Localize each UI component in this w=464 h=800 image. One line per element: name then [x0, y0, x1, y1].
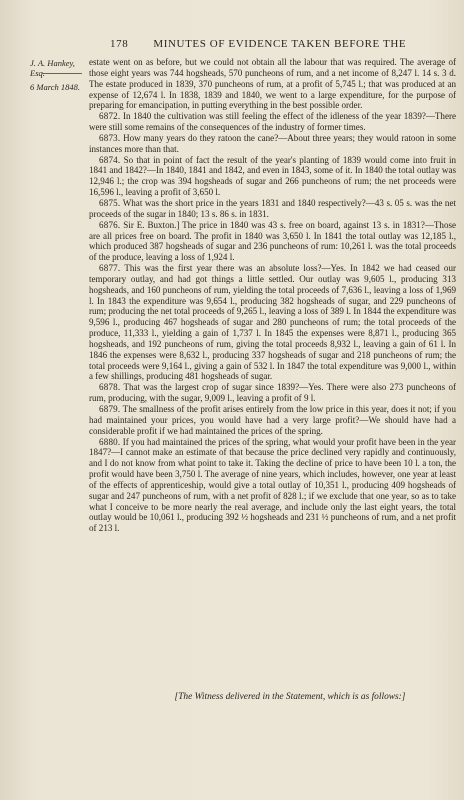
question-paragraph: [89, 220, 456, 263]
question-paragraph: [89, 133, 456, 155]
paragraph-text: So that in point of fact the result of the year's planting of 1839 would come into fruit in 1841 and 1842?—In 1840, 1841 and 1842, and even in 1843, some of it. In 1840 the total outlay was 12,946 l.; the crop was 394 hogsheads of sugar and 266 puncheons of rum; the net proceeds were 16,596 l., leaving a profit of 3,650 l.: [89, 154, 456, 198]
question-paragraph: [89, 198, 456, 220]
question-number: 6880.: [99, 436, 121, 447]
paragraph-text: If you had maintained the prices of the spring, what would your profit have been in the year 1847?—I cannot make an estimate of that because the price declined very rapidly and continuously, and I do not know from what point to take it. Taking the decline of price to have been 10 l. a ton, the profit would have been 3,750 l. The average of nine years, which includes, however, one year at least of the effects of apprenticeship, would give a total outlay of 10,351 l., producing 409 hogsheads of sugar and 247 puncheons of rum, with a net profit of 828 l.; if we exclude that one year, so as to take what I conceive to be more nearly the real average, and include only the last eight years, the total outlay would be 10,061 l., producing 392 ½ hogsheads and 231 ½ puncheons of rum, and a net profit of 213 l.: [89, 436, 457, 534]
question-paragraph: [89, 155, 456, 198]
paragraph-text: The smallness of the profit arises entirely from the low price in this year, does it not; if you had maintained your prices, you would have had a very large profit?—We should have had a considerable profit if we had maintained the prices of the spring.: [89, 404, 456, 436]
paragraph-text: That was the largest crop of sugar since 1839?—Yes. There were also 273 puncheons of rum, producing, with the sugar, 9,009 l., leaving a profit of 9 l.: [89, 382, 456, 404]
question-paragraph: [89, 111, 456, 133]
paragraph-text: Sir E. Buxton.] The price in 1840 was 43 s. free on board, against 13 s. in 1831?—Those are all prices free on board. The profit in 1840 was 3,650 l. In 1841 the total outlay was 12,185 l., which produced 387 hogsheads of sugar and 236 puncheons of rum: 10,261 l. was the total proceeds of the produce, leaving a loss of 1,924 l.: [89, 219, 456, 263]
testimony-date: 6 March 1848.: [30, 82, 80, 92]
testimony-body: [89, 57, 456, 534]
page-number: 178: [110, 38, 129, 50]
question-paragraph: [89, 404, 456, 437]
question-number: 6874.: [99, 154, 121, 165]
question-number: 6879.: [99, 404, 121, 414]
margin-divider: [42, 73, 82, 74]
question-number: 6878.: [99, 382, 121, 393]
question-number: 6873.: [99, 132, 121, 143]
question-number: 6872.: [99, 111, 121, 122]
page-title: MINUTES OF EVIDENCE TAKEN BEFORE THE: [153, 38, 407, 50]
paragraph-text: This was the first year there was an absolute loss?—Yes. In 1842 we had ceased our temporary outlay, and had got things a little settled. Our outlay was 9,605 l., producing 313 hogsheads, and 160 puncheons of rum, yielding the total proceeds of 7,636 l., leaving a loss of 1,969 l. In 1843 the expenditure was 9,654 l., producing 382 hogsheads of sugar, and 229 puncheons of rum; producing the net total proceeds of 9,265 l., leaving a loss of 389 l. In 1844 the expenditure was 9,596 l., producing 467 hogsheads of sugar and 280 puncheons of rum; the total proceeds of the produce, 11,333 l., yielding a gain of 1,737 l. In 1845 the expenses were 8,871 l., producing 365 hogsheads, and 192 puncheons of rum, giving the total proceeds 8,932 l., leaving a gain of 61 l. In 1846 the expenses were 8,632 l., producing 337 hogsheads of sugar and 218 puncheons of rum; the total proceeds were 9,164 l., giving a gain of 532 l. In 1847 the total expenditure was 9,000 l., within a few shillings, producing 481 hogsheads of sugar.: [89, 263, 456, 382]
paragraph-text: How many years do they ratoon the cane?—About three years; they would ratoon in some instances more than that.: [89, 132, 456, 154]
paragraph-text: In 1840 the cultivation was still feeling the effect of the idleness of the year 1839?—There were still some remains of the consequences of the industry of former times.: [89, 111, 456, 133]
question-number: 6877.: [99, 263, 121, 274]
paragraph-continuation: [89, 57, 456, 111]
running-head: [110, 38, 452, 50]
paragraph-text: estate went on as before, but we could not obtain all the labour that was required. The average of those eight years was 744 hogsheads, 570 puncheons of rum, and a net income of 8,247 l. 14 s. 3 d. The estate produced in 1839, 370 puncheons of rum, at a profit of 5,745 l.; that was produced at an expense of 12,674 l. In 1838, 1839 and 1840, we went to a large expenditure, for the purpose of preparing for emancipation, in putting everything in the best possible order.: [89, 57, 456, 111]
question-number: 6875.: [99, 197, 121, 208]
question-paragraph: [89, 263, 456, 382]
question-paragraph: [89, 437, 456, 535]
question-paragraph: [89, 382, 456, 404]
statement-note: [The Witness delivered in the Statement, which is as follows:]: [174, 692, 406, 702]
paragraph-text: What was the short price in the years 1831 and 1840 respectively?—43 s. 05 s. was the net proceeds of the sugar in 1840; 13 s. 86 s. in 1831.: [89, 197, 456, 219]
witness-name: J. A. Hankey, Esq.: [30, 58, 75, 78]
question-number: 6876.: [99, 219, 121, 230]
